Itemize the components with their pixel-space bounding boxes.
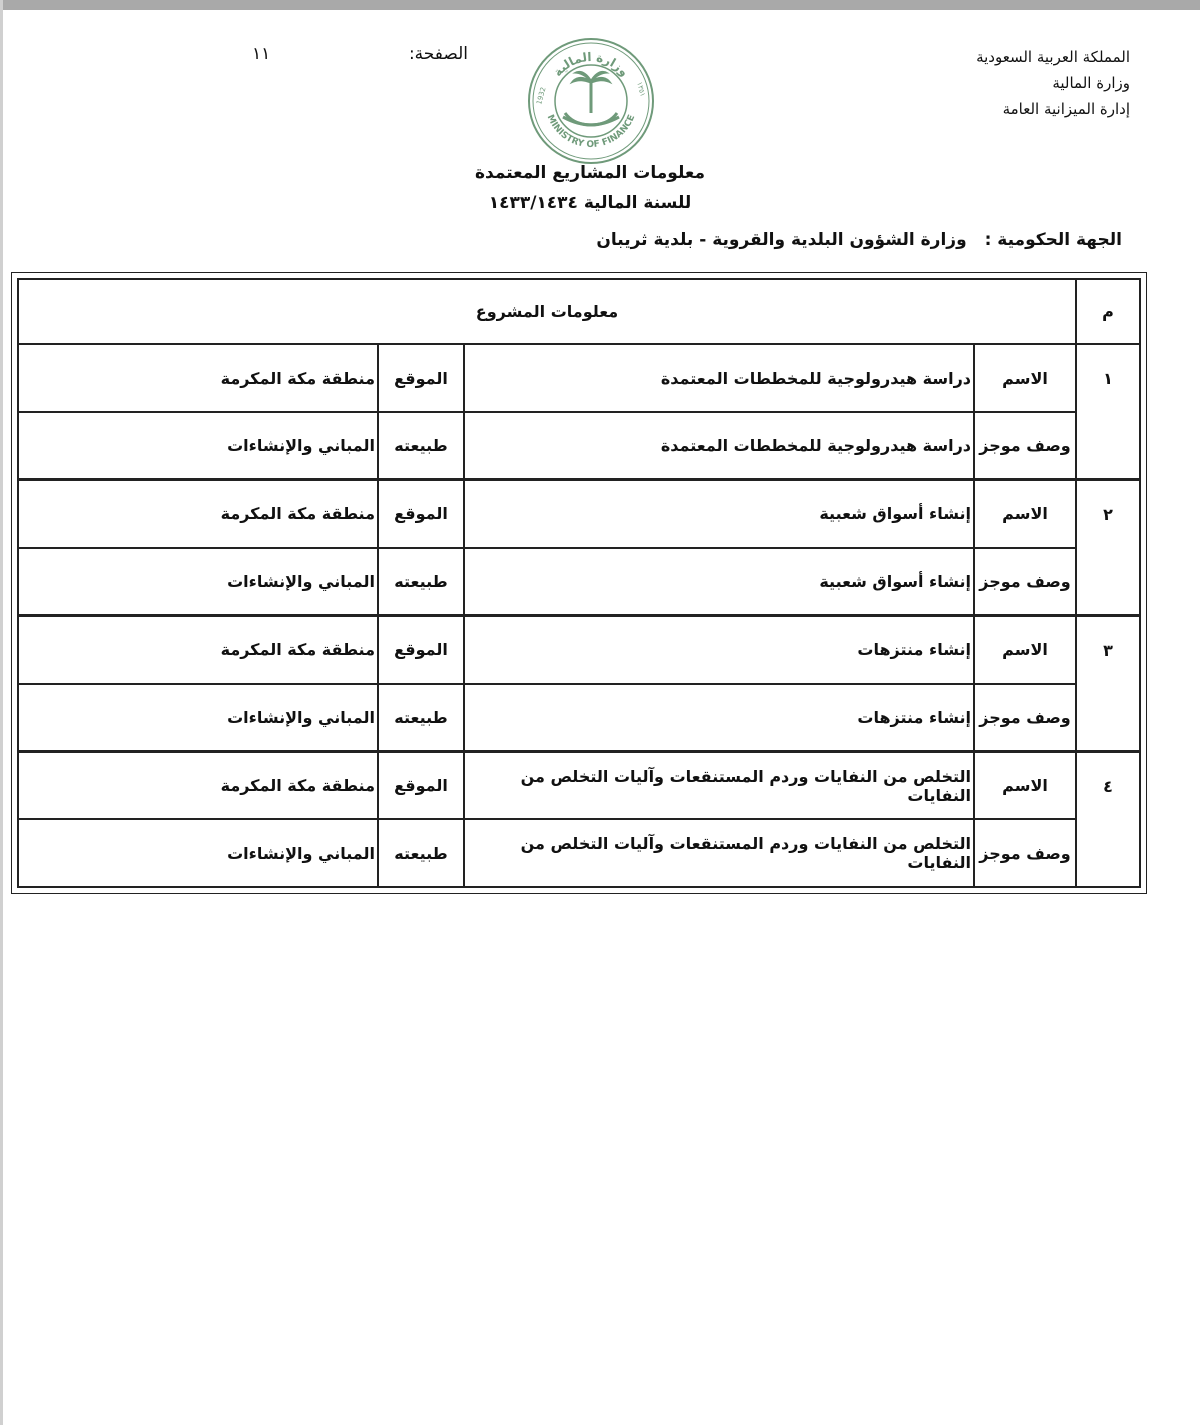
seq-cell-continuation (1076, 819, 1140, 887)
logo-arabic-text: وزارة المالية (550, 49, 632, 80)
project-seq: ١ (1076, 344, 1140, 411)
fiscal-year-subtitle: للسنة المالية ١٤٣٣/١٤٣٤ (488, 193, 692, 213)
project-seq: ٢ (1076, 480, 1140, 548)
location-label: الموقع (378, 752, 464, 820)
desc-label: وصف موجز (974, 684, 1076, 752)
table-row (18, 752, 1140, 820)
page-number: ١١ (252, 44, 271, 64)
name-label: الاسم (974, 480, 1076, 548)
project-name: إنشاء منتزهات (464, 616, 974, 684)
project-nature: المباني والإنشاءات (18, 684, 378, 752)
department-name: إدارة الميزانية العامة (1002, 100, 1130, 118)
project-name: دراسة هيدرولوجية للمخططات المعتمدة (464, 344, 974, 411)
seq-cell-continuation (1076, 548, 1140, 616)
desc-label: وصف موجز (974, 412, 1076, 480)
project-desc: إنشاء أسواق شعبية (464, 548, 974, 616)
logo-year-left: 1932 (535, 86, 548, 106)
name-label: الاسم (974, 344, 1076, 411)
name-label: الاسم (974, 616, 1076, 684)
page-label: الصفحة: (408, 44, 468, 64)
table-header-row (18, 279, 1140, 344)
table-row (18, 684, 1140, 752)
project-nature: المباني والإنشاءات (18, 548, 378, 616)
entity-label: الجهة الحكومية : (984, 230, 1122, 250)
location-label: الموقع (378, 480, 464, 548)
ministry-seal-logo (527, 37, 655, 165)
project-seq: ٣ (1076, 616, 1140, 684)
seq-column-header: م (1076, 279, 1140, 344)
table-row (18, 548, 1140, 616)
table-row (18, 344, 1140, 411)
location-label: الموقع (378, 344, 464, 411)
project-seq: ٤ (1076, 752, 1140, 820)
logo-year-right: ١٣٥١ (635, 80, 647, 98)
table-row (18, 480, 1140, 548)
project-desc: إنشاء منتزهات (464, 684, 974, 752)
project-nature: المباني والإنشاءات (18, 412, 378, 480)
desc-label: وصف موجز (974, 819, 1076, 887)
project-location: منطقة مكة المكرمة (18, 344, 378, 411)
desc-label: وصف موجز (974, 548, 1076, 616)
nature-label: طبيعته (378, 684, 464, 752)
project-location: منطقة مكة المكرمة (18, 752, 378, 820)
entity-value: وزارة الشؤون البلدية والقروية - بلدية ثريبان (596, 230, 967, 250)
project-name: التخلص من النفايات وردم المستنقعات وآليات التخلص من النفايات (464, 752, 974, 820)
seq-cell-continuation (1076, 684, 1140, 752)
seq-cell-continuation (1076, 412, 1140, 480)
logo-english-text: MINISTRY OF FINANCE (544, 113, 638, 151)
project-info-header: معلومات المشروع (18, 279, 1076, 344)
project-nature: المباني والإنشاءات (18, 819, 378, 887)
name-label: الاسم (974, 752, 1076, 820)
project-location: منطقة مكة المكرمة (18, 616, 378, 684)
nature-label: طبيعته (378, 819, 464, 887)
ministry-name: وزارة المالية (1052, 74, 1130, 92)
table-row (18, 819, 1140, 887)
table-row (18, 412, 1140, 480)
project-desc: التخلص من النفايات وردم المستنقعات وآليات التخلص من النفايات (464, 819, 974, 887)
project-location: منطقة مكة المكرمة (18, 480, 378, 548)
project-desc: دراسة هيدرولوجية للمخططات المعتمدة (464, 412, 974, 480)
window-left-edge (0, 0, 3, 1425)
window-top-bar (0, 0, 1200, 10)
nature-label: طبيعته (378, 548, 464, 616)
project-name: إنشاء أسواق شعبية (464, 480, 974, 548)
government-entity (596, 230, 1122, 250)
projects-table (11, 272, 1147, 894)
country-name: المملكة العربية السعودية (976, 48, 1130, 66)
document-title: معلومات المشاريع المعتمدة (474, 163, 705, 183)
location-label: الموقع (378, 616, 464, 684)
nature-label: طبيعته (378, 412, 464, 480)
table-row (18, 616, 1140, 684)
